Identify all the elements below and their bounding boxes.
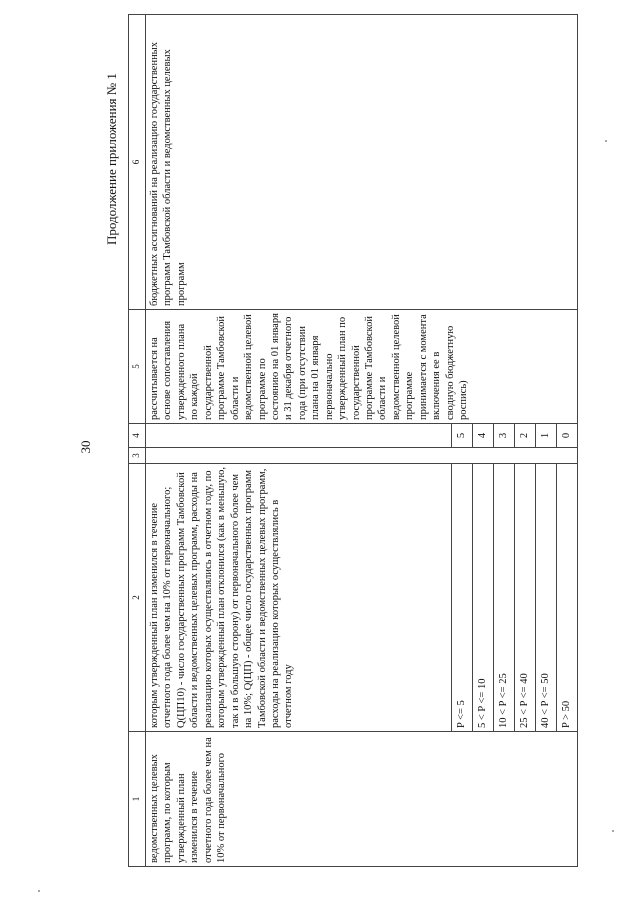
score-condition: P > 50	[557, 464, 578, 732]
score-condition: 40 < P <= 50	[536, 464, 557, 732]
formula-description-cell: которым утвержденный план изменился в течение отчетного года более чем на 10% от первоначального; Q(ЦП10) - число государственных программ Тамбовской области и ведомственных целевых программ, расходы на реализацию которых осуществлялись в отчетном году, по которым утвержденный план отклонился (как в меньшую, так и в большую сторону) от первоначального более чем на 10%; Q(ЦП) - общее число государственных программ Тамбовской области и ведомственных целевых программ, расходы на реализацию которых осуществлялись в отчетном году	[146, 464, 452, 732]
calculation-note-cell: рассчитывается на основе сопоставления утвержденного плана по каждой государственной программе Тамбовской области и ведомственной целевой программе по состоянию на 01 января и 31 декабря отчетного года (при отсутствии плана на 01 января первоначально утвержденный план по государственной программе Тамбовской области и ведомственной целевой программе принимается с момента включения ее в сводную бюджетную роспись)	[146, 310, 578, 424]
header-cell-3: 3	[129, 448, 146, 464]
header-cell-5: 5	[129, 310, 146, 424]
scope-cell: бюджетных ассигнований на реализацию государственных программ Тамбовской области и ведомственных целевых программ	[146, 15, 578, 310]
scan-speck	[612, 830, 614, 832]
header-cell-2: 2	[129, 464, 146, 732]
score-value: 0	[557, 424, 578, 448]
scan-speck	[38, 890, 40, 892]
col4-empty-cell	[146, 424, 452, 448]
score-value: 4	[473, 424, 494, 448]
score-condition: P <= 5	[452, 464, 473, 732]
score-value: 5	[452, 424, 473, 448]
score-value: 2	[515, 424, 536, 448]
score-value: 1	[536, 424, 557, 448]
continuation-header: Продолжение приложения № 1	[104, 73, 119, 245]
score-condition: 10 < P <= 25	[494, 464, 515, 732]
header-cell-4: 4	[129, 424, 146, 448]
col3-empty-cell	[146, 448, 578, 464]
header-cell-1: 1	[129, 732, 146, 867]
main-row	[146, 15, 452, 867]
page-number: 30	[78, 440, 93, 454]
score-condition: 25 < P <= 40	[515, 464, 536, 732]
score-condition: 5 < P <= 10	[473, 464, 494, 732]
scan-speck	[605, 140, 607, 142]
indicator-name-cell: ведомственных целевых программ, по которым утвержденный план изменился в течение отчетного года более чем на 10% от первоначального	[146, 732, 578, 867]
score-value: 3	[494, 424, 515, 448]
criteria-table	[128, 14, 578, 867]
header-row	[129, 15, 146, 867]
header-cell-6: 6	[129, 15, 146, 310]
